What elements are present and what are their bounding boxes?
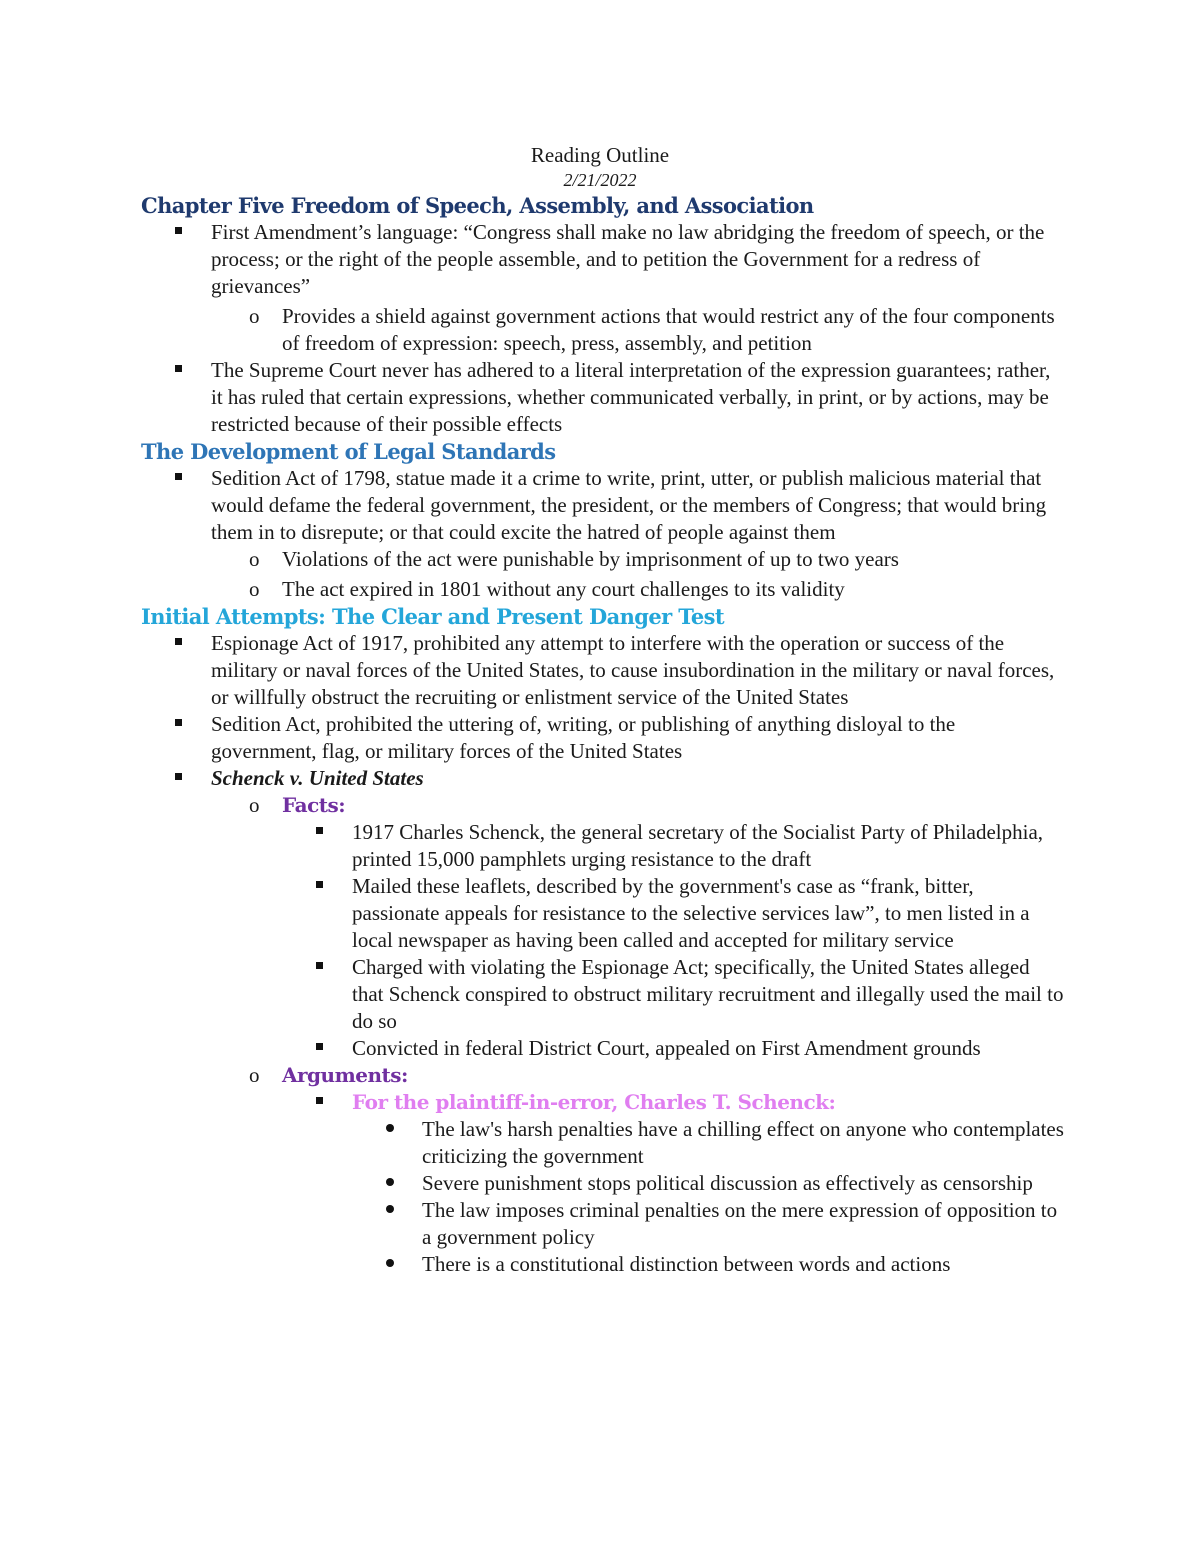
round-bullet-icon — [386, 1251, 394, 1278]
list-item — [282, 1089, 1066, 1278]
square-bullet-icon — [175, 465, 182, 492]
list-item-text: Sedition Act of 1798, statue made it a crime to write, print, utter, or publish malicious material that would defame the federal government, the president, or the members of Congress; that would bring them in to disrepute; or that could excite the hatred of people against them — [211, 466, 1047, 544]
list-item — [352, 1251, 1066, 1278]
round-bullet-icon — [386, 1170, 394, 1197]
list-item-text: The law's harsh penalties have a chilling effect on anyone who contemplates criticizing the government — [422, 1117, 1064, 1168]
list-item — [141, 711, 1066, 765]
list-item-text: Provides a shield against government actions that would restrict any of the four components of freedom of expression: speech, press, assembly, and petition — [282, 304, 1055, 355]
square-bullet-icon — [316, 873, 323, 900]
section-3-list — [141, 630, 1066, 1278]
circle-bullet-icon: o — [249, 547, 260, 571]
sub-list — [211, 546, 1066, 603]
list-item-text: Mailed these leaflets, described by the government's case as “frank, bitter, passionate appeals for resistance to the selective services law”, to men listed in a local newspaper as having been called and accepted for military service — [352, 874, 1030, 952]
list-item — [352, 1116, 1066, 1170]
page-title: Reading Outline — [530, 143, 670, 167]
list-item — [352, 1170, 1066, 1197]
section-heading-legal-standards: The Development of Legal Standards — [141, 439, 556, 464]
list-item — [211, 576, 1066, 603]
list-item — [211, 546, 1066, 573]
list-item — [282, 954, 1066, 1035]
square-bullet-icon — [316, 1035, 323, 1062]
round-bullet-icon — [386, 1197, 394, 1224]
arguments-list — [282, 1089, 1066, 1278]
square-bullet-icon — [175, 765, 182, 792]
arguments-label: Arguments: — [282, 1063, 408, 1087]
list-item — [211, 792, 1066, 1062]
square-bullet-icon — [316, 954, 323, 981]
list-item-text: First Amendment’s language: “Congress shall make no law abridging the freedom of speech, or the process; or the right of the people assemble, and to petition the Government for a redress of grievances” — [211, 220, 1045, 298]
list-item — [282, 873, 1066, 954]
case-sub-list — [211, 792, 1066, 1278]
list-item — [141, 630, 1066, 711]
circle-bullet-icon: o — [249, 577, 260, 601]
list-item-text: 1917 Charles Schenck, the general secretary of the Socialist Party of Philadelphia, printed 15,000 pamphlets urging resistance to the draft — [352, 820, 1044, 871]
list-item-text: The law imposes criminal penalties on the mere expression of opposition to a government policy — [422, 1198, 1058, 1249]
list-item — [141, 357, 1066, 438]
list-item — [282, 819, 1066, 873]
list-item-text: Violations of the act were punishable by imprisonment of up to two years — [282, 547, 899, 571]
plaintiff-points-list — [352, 1116, 1066, 1278]
list-item — [141, 765, 1066, 1278]
list-item-text: Espionage Act of 1917, prohibited any attempt to interfere with the operation or success of the military or naval forces of the United States, to cause insubordination in the military or naval forces, or willfully obstruct the recruiting or enlistment service of the United States — [211, 631, 1055, 709]
plaintiff-label: For the plaintiff-in-error, Charles T. Schenck: — [352, 1090, 836, 1114]
sub-list — [211, 303, 1066, 357]
circle-bullet-icon: o — [249, 304, 260, 328]
circle-bullet-icon: o — [249, 793, 260, 817]
list-item-text: There is a constitutional distinction between words and actions — [422, 1252, 951, 1276]
list-item — [352, 1197, 1066, 1251]
section-heading-chapter-five: Chapter Five Freedom of Speech, Assembly, and Association — [141, 193, 814, 218]
outline-content — [141, 192, 1066, 1278]
square-bullet-icon — [175, 711, 182, 738]
list-item — [211, 1062, 1066, 1278]
list-item-text: Convicted in federal District Court, appealed on First Amendment grounds — [352, 1036, 981, 1060]
square-bullet-icon — [316, 1089, 323, 1116]
round-bullet-icon — [386, 1116, 394, 1143]
section-2-list — [141, 465, 1066, 603]
list-item — [282, 1035, 1066, 1062]
square-bullet-icon — [175, 630, 182, 657]
list-item-text: The act expired in 1801 without any court challenges to its validity — [282, 577, 845, 601]
square-bullet-icon — [175, 219, 182, 246]
list-item-text: Severe punishment stops political discussion as effectively as censorship — [422, 1171, 1033, 1195]
square-bullet-icon — [175, 357, 182, 384]
case-title: Schenck v. United States — [211, 766, 424, 790]
section-heading-clear-present-danger: Initial Attempts: The Clear and Present Danger Test — [141, 604, 724, 629]
square-bullet-icon — [316, 819, 323, 846]
list-item-text: The Supreme Court never has adhered to a literal interpretation of the expression guarantees; rather, it has ruled that certain expressions, whether communicated verbally, in print, or by actions, may be restricted because of their possible effects — [211, 358, 1051, 436]
circle-bullet-icon: o — [249, 1063, 260, 1087]
list-item-text: Sedition Act, prohibited the uttering of, writing, or publishing of anything disloyal to the government, flag, or military forces of the United States — [211, 712, 956, 763]
list-item — [141, 465, 1066, 603]
document-date: 2/21/2022 — [563, 170, 637, 190]
facts-list — [282, 819, 1066, 1062]
section-1-list — [141, 219, 1066, 438]
list-item — [211, 303, 1066, 357]
list-item-text: Charged with violating the Espionage Act; specifically, the United States alleged that Schenck conspired to obstruct military recruitment and illegally used the mail to do so — [352, 955, 1064, 1033]
facts-label: Facts: — [282, 793, 346, 817]
list-item — [141, 219, 1066, 357]
